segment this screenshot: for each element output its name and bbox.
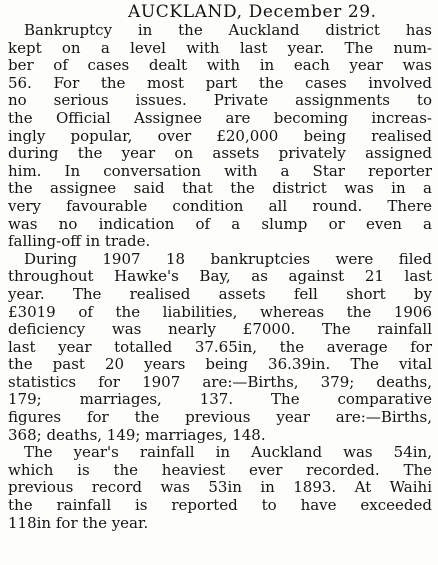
text-line: during the year on assets privately assigned — [8, 145, 432, 163]
paragraph-auckland-rainfall — [8, 444, 432, 532]
paragraph-bankruptcy-auckland — [8, 22, 432, 251]
text-line: last year totalled 37.65in, the average for — [8, 338, 432, 356]
text-line: year. The realised assets fell short by — [8, 285, 432, 303]
text-line: previous record was 53in in 1893. At Waihi — [8, 479, 432, 497]
text-line: was no indication of a slump or even a — [8, 215, 432, 233]
text-line: 118in for the year. — [8, 514, 149, 532]
text-line: ingly popular, over £20,000 being realised — [8, 127, 432, 145]
text-line: no serious issues. Private assignments to — [8, 92, 432, 110]
text-line: 368; deaths, 149; marriages, 148. — [8, 426, 266, 444]
text-line: falling-off in trade. — [8, 233, 151, 251]
text-line: which is the heaviest ever recorded. The — [8, 461, 432, 479]
dateline: AUCKLAND, December 29. — [128, 2, 377, 22]
text-line: throughout Hawke's Bay, as against 21 last — [8, 268, 432, 286]
text-line: kept on a level with last year. The num- — [8, 39, 432, 57]
article-column — [8, 22, 432, 532]
text-line: 179; marriages, 137. The comparative — [8, 391, 432, 409]
paragraph-hawkes-bay — [8, 251, 432, 445]
text-line: Bankruptcy in the Auckland district has — [24, 22, 432, 39]
text-line: 56. For the most part the cases involved — [8, 74, 432, 92]
text-line: The year's rainfall in Auckland was 54in, — [24, 444, 432, 462]
text-line: him. In conversation with a Star reporter — [8, 162, 432, 180]
text-line: the Official Assignee are becoming increas- — [8, 109, 432, 127]
text-line: very favourable condition all round. There — [8, 197, 432, 215]
text-line: £3019 of the liabilities, whereas the 1906 — [8, 303, 432, 321]
text-line: statistics for 1907 are:—Births, 379; deaths, — [8, 373, 432, 391]
text-line: deficiency was nearly £7000. The rainfall — [8, 321, 432, 339]
text-line: the rainfall is reported to have exceeded — [8, 497, 432, 515]
text-line: the past 20 years being 36.39in. The vital — [8, 356, 432, 374]
text-line: During 1907 18 bankruptcies were filed — [24, 250, 432, 268]
text-line: ber of cases dealt with in each year was — [8, 57, 432, 75]
text-line: the assignee said that the district was in a — [8, 180, 432, 198]
text-line: figures for the previous year are:—Births, — [8, 409, 432, 427]
